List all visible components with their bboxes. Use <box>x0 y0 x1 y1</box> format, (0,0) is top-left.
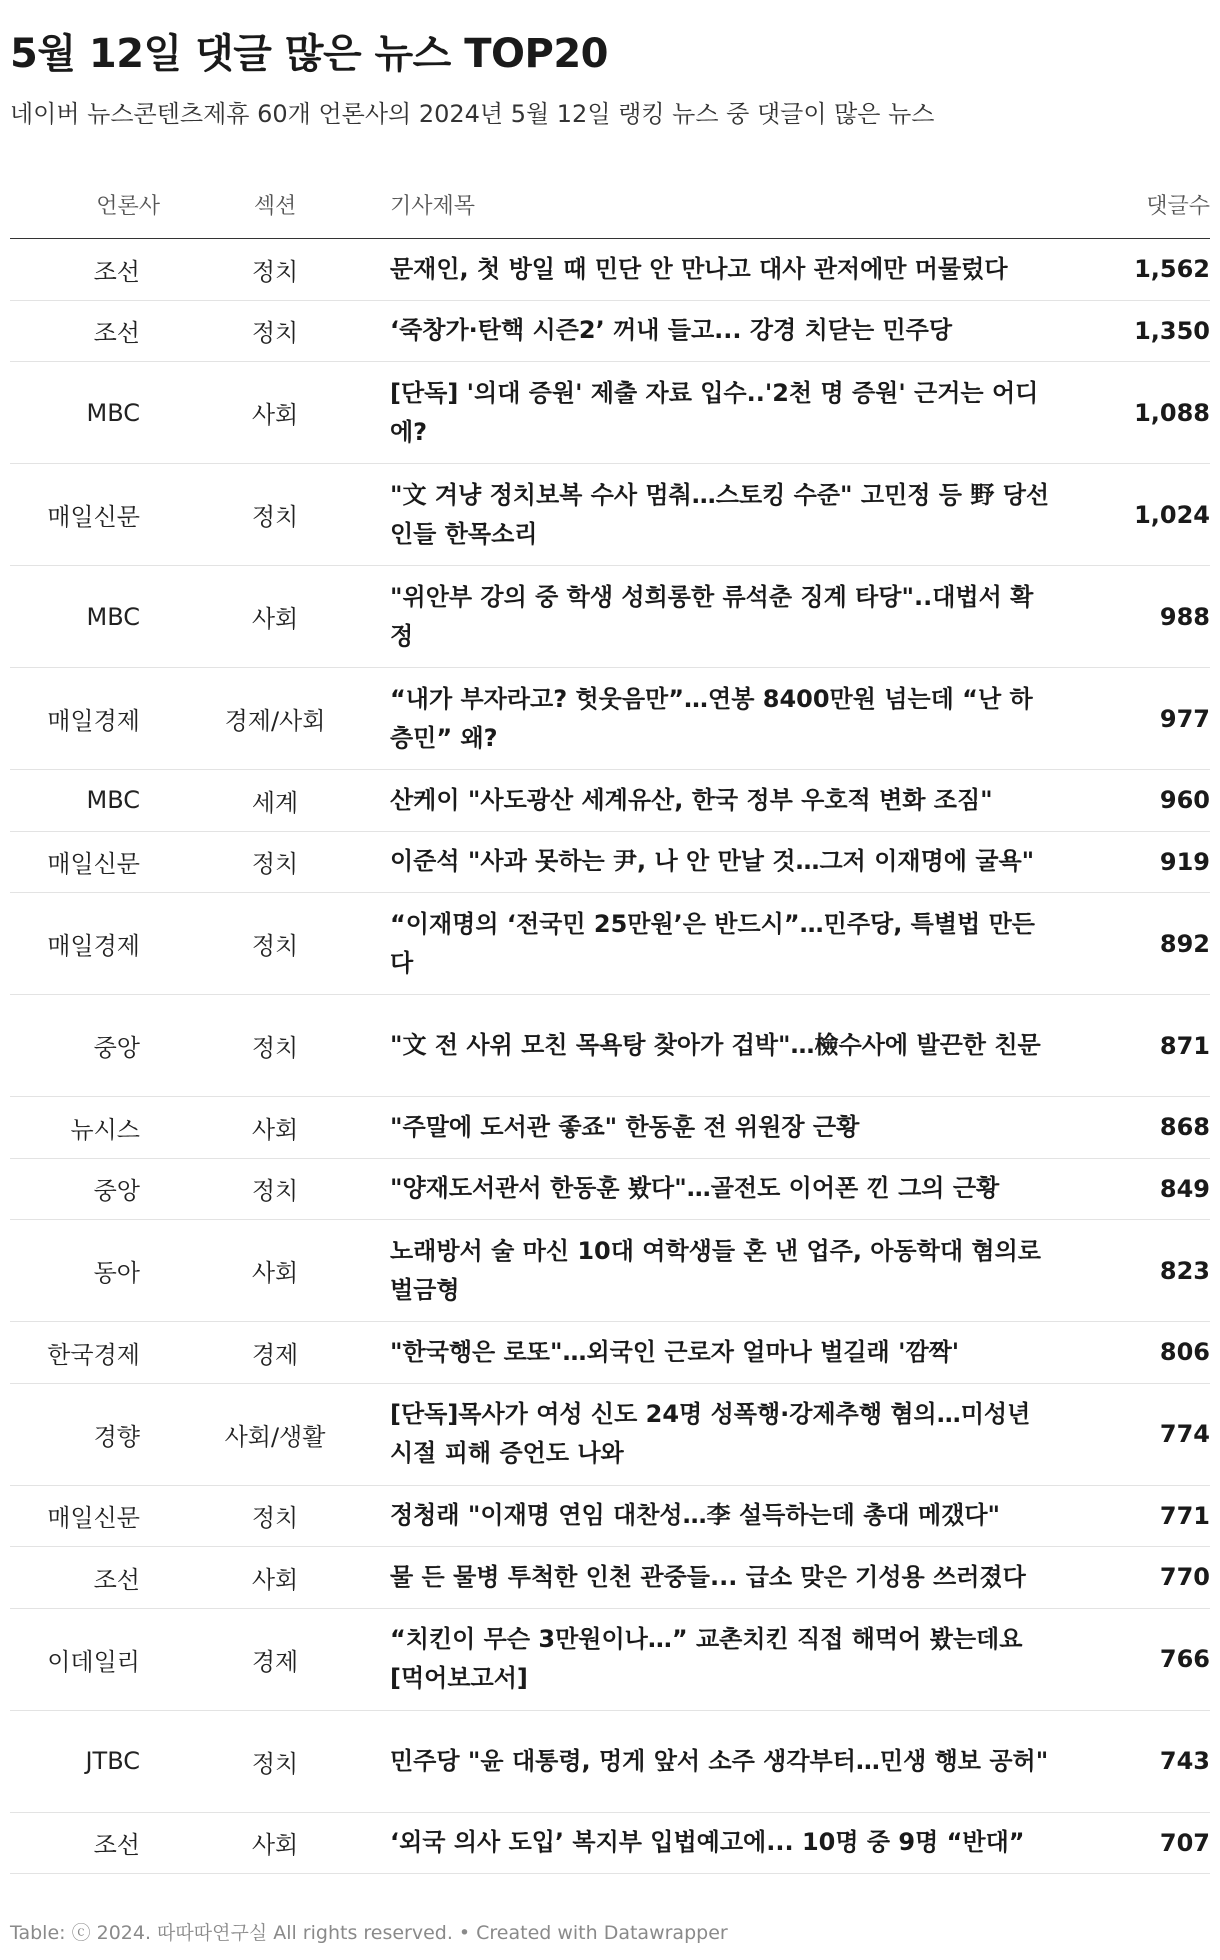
footer-source: Table: ⓒ 2024. 따따따연구실 All rights reserved. <box>10 1922 453 1944</box>
table-row <box>10 831 1210 893</box>
table-row <box>10 1485 1210 1547</box>
cell-comments <box>1050 239 1210 301</box>
cell-headline[interactable] <box>390 1097 1050 1159</box>
cell-headline-text[interactable]: "文 겨냥 정치보복 수사 멈춰…스토킹 수준" 고민정 등 野 당선인들 한목소리 <box>390 480 1050 548</box>
cell-press <box>10 1547 160 1609</box>
cell-press-text: MBC <box>86 398 140 427</box>
cell-comments <box>1050 1158 1210 1220</box>
table-row <box>10 995 1210 1097</box>
cell-section-text: 사회 <box>251 401 299 429</box>
cell-headline[interactable] <box>390 893 1050 995</box>
cell-press-text: 매일신문 <box>47 850 140 879</box>
cell-section <box>160 464 390 566</box>
cell-press <box>10 1485 160 1547</box>
cell-press-text: 이데일리 <box>47 1647 140 1676</box>
cell-comments <box>1050 1097 1210 1159</box>
cell-press <box>10 1608 160 1710</box>
cell-section-text: 정치 <box>251 1034 299 1062</box>
cell-comments <box>1050 566 1210 668</box>
cell-press <box>10 1710 160 1812</box>
cell-section-text: 경제/사회 <box>224 707 326 735</box>
cell-headline[interactable] <box>390 1220 1050 1322</box>
table-row <box>10 1383 1210 1485</box>
cell-press-text: 한국경제 <box>47 1340 140 1369</box>
cell-section-text: 정치 <box>251 932 299 960</box>
column-header-headline[interactable]: 기사제목 <box>390 170 1050 239</box>
cell-press <box>10 831 160 893</box>
cell-headline-text[interactable]: 산케이 "사도광산 세계유산, 한국 정부 우호적 변화 조짐" <box>390 785 993 814</box>
cell-headline-text[interactable]: "주말에 도서관 좋죠" 한동훈 전 위원장 근황 <box>390 1112 860 1141</box>
cell-section-text: 정치 <box>251 850 299 879</box>
cell-headline[interactable] <box>390 1383 1050 1485</box>
cell-comments <box>1050 1383 1210 1485</box>
table-row <box>10 1322 1210 1384</box>
cell-section <box>160 1710 390 1812</box>
cell-comments-text: 1,350 <box>1134 316 1210 345</box>
cell-section <box>160 1322 390 1384</box>
cell-press-text: 매일신문 <box>47 1504 140 1533</box>
cell-section-text: 사회 <box>251 605 299 633</box>
cell-comments-text: 960 <box>1159 786 1210 815</box>
table-row <box>10 668 1210 770</box>
cell-press-text: 매일신문 <box>47 503 140 531</box>
cell-section <box>160 770 390 832</box>
cell-comments <box>1050 1710 1210 1812</box>
cell-comments <box>1050 995 1210 1097</box>
cell-section-text: 사회/생활 <box>224 1422 326 1451</box>
cell-section-text: 정치 <box>251 1504 299 1533</box>
news-table <box>10 170 1210 1874</box>
cell-press <box>10 893 160 995</box>
table-row <box>10 1812 1210 1874</box>
cell-comments-text: 1,024 <box>1134 500 1210 529</box>
cell-section <box>160 1158 390 1220</box>
cell-press <box>10 1812 160 1874</box>
cell-headline[interactable] <box>390 239 1050 301</box>
cell-section <box>160 1383 390 1485</box>
cell-headline-text[interactable]: ‘죽창가·탄핵 시즌2’ 꺼내 들고... 강경 치닫는 민주당 <box>390 316 953 345</box>
cell-headline-text[interactable]: [단독] '의대 증원' 제출 자료 입수..'2천 명 증원' 근거는 어디에? <box>390 378 1039 446</box>
page-subtitle: 네이버 뉴스콘텐츠제휴 60개 언론사의 2024년 5월 12일 랭킹 뉴스 중 댓글이 많은 뉴스 <box>10 100 935 128</box>
cell-headline-text[interactable]: 문재인, 첫 방일 때 민단 안 만나고 대사 관저에만 머물렀다 <box>390 254 1008 283</box>
cell-comments-text: 707 <box>1159 1828 1210 1857</box>
footer-separator: • <box>458 1922 471 1944</box>
cell-press <box>10 1220 160 1322</box>
cell-headline[interactable] <box>390 668 1050 770</box>
cell-headline-text[interactable]: 노래방서 술 마신 10대 여학생들 혼 낸 업주, 아동학대 혐의로 벌금형 <box>390 1236 1041 1304</box>
cell-press-text: 조선 <box>93 257 140 286</box>
cell-press <box>10 1097 160 1159</box>
cell-section-text: 경제 <box>251 1647 299 1676</box>
table-row <box>10 1220 1210 1322</box>
cell-press <box>10 1158 160 1220</box>
cell-section <box>160 1097 390 1159</box>
cell-headline-text[interactable]: “내가 부자라고? 헛웃음만”…연봉 8400만원 넘는데 “난 하층민” 왜? <box>390 684 1033 752</box>
cell-headline-text[interactable]: 이준석 "사과 못하는 尹, 나 안 만날 것…그저 이재명에 굴욕" <box>390 847 1035 876</box>
cell-comments <box>1050 300 1210 362</box>
cell-headline[interactable] <box>390 362 1050 464</box>
table-row <box>10 893 1210 995</box>
cell-press-text: MBC <box>86 602 140 631</box>
cell-press-text: 동아 <box>93 1259 140 1287</box>
cell-press-text: 중앙 <box>93 1034 140 1062</box>
table-row <box>10 1097 1210 1159</box>
cell-comments <box>1050 1608 1210 1710</box>
footer <box>10 1918 728 1945</box>
cell-section <box>160 1812 390 1874</box>
cell-press <box>10 300 160 362</box>
cell-press-text: 매일경제 <box>47 707 140 735</box>
table-header <box>10 170 1210 239</box>
table-row <box>10 239 1210 301</box>
cell-press-text: 중앙 <box>93 1177 140 1206</box>
cell-section-text: 정치 <box>251 1749 299 1778</box>
cell-section-text: 사회 <box>251 1115 299 1144</box>
cell-headline[interactable] <box>390 1485 1050 1547</box>
cell-section <box>160 566 390 668</box>
table-row <box>10 300 1210 362</box>
cell-section <box>160 893 390 995</box>
cell-headline[interactable] <box>390 831 1050 893</box>
cell-comments-text: 871 <box>1159 1031 1210 1060</box>
cell-press-text: JTBC <box>85 1747 140 1775</box>
cell-comments <box>1050 1812 1210 1874</box>
cell-headline[interactable] <box>390 995 1050 1097</box>
footer-credit[interactable]: Created with Datawrapper <box>476 1922 728 1944</box>
cell-press <box>10 668 160 770</box>
cell-headline[interactable] <box>390 566 1050 668</box>
cell-section <box>160 995 390 1097</box>
cell-section <box>160 1608 390 1710</box>
cell-comments <box>1050 831 1210 893</box>
cell-section <box>160 831 390 893</box>
cell-press-text: 조선 <box>93 1831 140 1860</box>
cell-comments <box>1050 1547 1210 1609</box>
cell-headline-text[interactable]: 민주당 "윤 대통령, 멍게 앞서 소주 생각부터…민생 행보 공허" <box>390 1746 1049 1775</box>
cell-comments-text: 1,088 <box>1134 398 1210 427</box>
table-row <box>10 362 1210 464</box>
cell-headline[interactable] <box>390 464 1050 566</box>
table-body <box>10 239 1210 1874</box>
cell-section-text: 경제 <box>251 1340 299 1369</box>
cell-press <box>10 995 160 1097</box>
cell-press <box>10 239 160 301</box>
table-row <box>10 1547 1210 1609</box>
table-row <box>10 464 1210 566</box>
cell-comments-text: 806 <box>1159 1338 1210 1367</box>
cell-press <box>10 1322 160 1384</box>
cell-press-text: 뉴시스 <box>70 1115 140 1144</box>
cell-comments <box>1050 770 1210 832</box>
cell-section-text: 정치 <box>251 257 299 286</box>
cell-comments <box>1050 464 1210 566</box>
cell-comments-text: 774 <box>1159 1420 1210 1448</box>
cell-press-text: 매일경제 <box>47 932 140 960</box>
cell-comments <box>1050 1322 1210 1384</box>
cell-section <box>160 239 390 301</box>
cell-comments <box>1050 362 1210 464</box>
cell-press-text: 조선 <box>93 1565 140 1594</box>
cell-section-text: 사회 <box>251 1565 299 1594</box>
cell-headline[interactable] <box>390 1710 1050 1812</box>
cell-press <box>10 770 160 832</box>
cell-headline[interactable] <box>390 1322 1050 1384</box>
cell-headline[interactable] <box>390 1158 1050 1220</box>
cell-section-text: 사회 <box>251 1831 299 1860</box>
table-row <box>10 770 1210 832</box>
cell-headline-text[interactable]: 정청래 "이재명 연임 대찬성…李 설득하는데 총대 메갰다" <box>390 1501 1001 1530</box>
cell-section <box>160 1220 390 1322</box>
cell-section <box>160 668 390 770</box>
cell-section-text: 세계 <box>251 788 299 817</box>
cell-headline-text[interactable]: "위안부 강의 중 학생 성희롱한 류석춘 징계 타당"..대법서 확정 <box>390 582 1034 650</box>
table-row <box>10 1710 1210 1812</box>
column-header-section[interactable]: 섹션 <box>160 170 390 239</box>
cell-section-text: 정치 <box>251 319 299 348</box>
cell-press <box>10 464 160 566</box>
cell-comments-text: 868 <box>1159 1113 1210 1142</box>
cell-comments <box>1050 1485 1210 1547</box>
cell-headline-text[interactable]: "文 전 사위 모친 목욕탕 찾아가 겁박"…檢수사에 발끈한 친문 <box>390 1031 1041 1059</box>
cell-comments-text: 892 <box>1159 929 1210 958</box>
cell-press-text: MBC <box>86 786 140 815</box>
cell-comments-text: 977 <box>1159 704 1210 733</box>
cell-headline-text[interactable]: [단독]목사가 여성 신도 24명 성폭행·강제추행 혐의…미성년 시절 피해 증언도 나와 <box>390 1400 1031 1467</box>
cell-headline-text[interactable]: “이재명의 ‘전국민 25만원’은 반드시”…민주당, 특별법 만든다 <box>390 909 1035 977</box>
cell-press-text: 경향 <box>93 1422 140 1451</box>
cell-comments <box>1050 893 1210 995</box>
cell-headline-text[interactable]: "한국행은 로또"…외국인 근로자 얼마나 벌길래 '깜짝' <box>390 1337 960 1366</box>
cell-section <box>160 362 390 464</box>
table-row <box>10 566 1210 668</box>
cell-headline[interactable] <box>390 1608 1050 1710</box>
cell-comments-text: 1,562 <box>1134 255 1210 284</box>
cell-press <box>10 1383 160 1485</box>
column-header-comments[interactable]: 댓글수 <box>1050 170 1210 239</box>
cell-press-text: 조선 <box>93 319 140 348</box>
cell-headline-text[interactable]: ‘외국 의사 도입’ 복지부 입법예고에... 10명 중 9명 “반대” <box>390 1828 1025 1857</box>
cell-press <box>10 566 160 668</box>
cell-section <box>160 1547 390 1609</box>
cell-press <box>10 362 160 464</box>
cell-comments-text: 766 <box>1159 1645 1210 1673</box>
cell-comments-text: 743 <box>1159 1747 1210 1775</box>
cell-section-text: 정치 <box>251 1177 299 1206</box>
cell-comments-text: 988 <box>1159 602 1210 631</box>
cell-headline[interactable] <box>390 1812 1050 1874</box>
cell-headline[interactable] <box>390 770 1050 832</box>
cell-headline-text[interactable]: 물 든 물병 투척한 인천 관중들... 급소 맞은 기성용 쓰러졌다 <box>390 1562 1026 1591</box>
cell-comments-text: 771 <box>1159 1501 1210 1530</box>
cell-comments <box>1050 668 1210 770</box>
cell-comments-text: 919 <box>1159 847 1210 876</box>
cell-headline-text[interactable]: “치킨이 무슨 3만원이나…” 교촌치킨 직접 해먹어 봤는데요 [먹어보고서] <box>390 1625 1023 1692</box>
cell-comments-text: 849 <box>1159 1174 1210 1203</box>
column-header-press[interactable]: 언론사 <box>10 170 160 239</box>
cell-headline-text[interactable]: "양재도서관서 한동훈 봤다"…골전도 이어폰 낀 그의 근황 <box>390 1174 1000 1203</box>
cell-comments-text: 823 <box>1159 1256 1210 1285</box>
page-title: 5월 12일 댓글 많은 뉴스 TOP20 <box>10 31 609 77</box>
cell-section-text: 사회 <box>251 1259 299 1287</box>
cell-comments <box>1050 1220 1210 1322</box>
cell-headline[interactable] <box>390 1547 1050 1609</box>
cell-headline[interactable] <box>390 300 1050 362</box>
cell-section-text: 정치 <box>251 503 299 531</box>
cell-comments-text: 770 <box>1159 1563 1210 1592</box>
cell-section <box>160 300 390 362</box>
table-row <box>10 1158 1210 1220</box>
cell-section <box>160 1485 390 1547</box>
table-row <box>10 1608 1210 1710</box>
